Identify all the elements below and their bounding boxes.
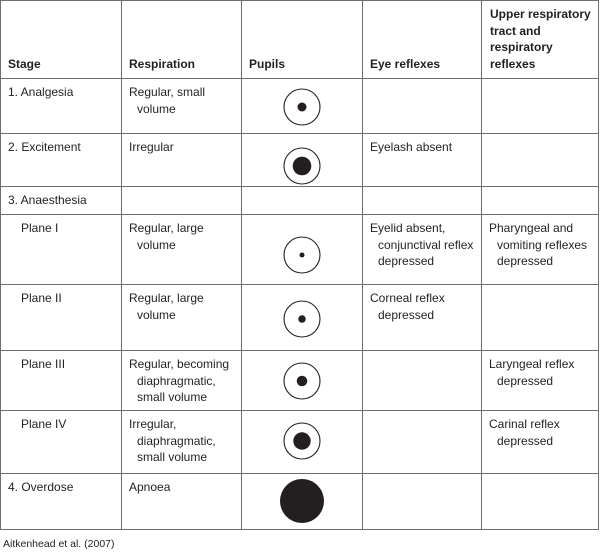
- stage-cell: 3. Anaesthesia: [1, 187, 122, 215]
- upper-respiratory-cell: [482, 285, 599, 351]
- stage-cell: Plane IV: [1, 411, 122, 474]
- pupil-cell: [242, 351, 363, 411]
- eye-reflexes-cell: [363, 351, 482, 411]
- respiration-cell: Regular, large volume: [122, 285, 242, 351]
- stage-cell: 4. Overdose: [1, 474, 122, 530]
- table-row: [1, 351, 599, 411]
- eye-reflexes-cell: [363, 79, 482, 134]
- pupil-icon: [282, 299, 322, 339]
- pupil-cell: [242, 187, 363, 215]
- table-row: [1, 134, 599, 187]
- header-respiration: Respiration: [122, 1, 242, 79]
- pupil-cell: [242, 79, 363, 134]
- upper-respiratory-cell: Carinal reflex depressed: [482, 411, 599, 474]
- pupil-cell: [242, 215, 363, 285]
- eye-reflexes-cell: [363, 474, 482, 530]
- pupil-dot: [280, 479, 324, 523]
- pupil-icon: [282, 361, 322, 401]
- table-row: [1, 215, 599, 285]
- pupil-cell: [242, 134, 363, 187]
- pupil-dot: [298, 103, 307, 112]
- respiration-cell: Regular, becoming diaphragmatic, small volume: [122, 351, 242, 411]
- stage-cell: Plane II: [1, 285, 122, 351]
- pupil-icon: [282, 421, 322, 461]
- pupil-dot: [293, 157, 312, 176]
- stage-cell: Plane III: [1, 351, 122, 411]
- stage-cell: 2. Excitement: [1, 134, 122, 187]
- pupil-cell: [242, 474, 363, 530]
- eye-reflexes-cell: Eyelash absent: [363, 134, 482, 187]
- table-row: [1, 79, 599, 134]
- respiration-cell: Regular, large volume: [122, 215, 242, 285]
- respiration-cell: Irregular, diaphragmatic, small volume: [122, 411, 242, 474]
- upper-respiratory-cell: [482, 79, 599, 134]
- header-row: [1, 1, 599, 79]
- header-upper-respiratory: Upper respiratory tract and respiratory reflexes: [482, 1, 599, 79]
- table-row: [1, 411, 599, 474]
- upper-respiratory-cell: Laryngeal reflex depressed: [482, 351, 599, 411]
- pupil-icon: [279, 478, 325, 524]
- pupil-dot: [293, 432, 310, 449]
- eye-reflexes-cell: Corneal reflex depressed: [363, 285, 482, 351]
- respiration-cell: [122, 187, 242, 215]
- stage-cell: Plane I: [1, 215, 122, 285]
- upper-respiratory-cell: Pharyngeal and vomiting reflexes depressed: [482, 215, 599, 285]
- table-row: [1, 187, 599, 215]
- upper-respiratory-cell: [482, 474, 599, 530]
- pupil-cell: [242, 411, 363, 474]
- header-eye-reflexes: Eye reflexes: [363, 1, 482, 79]
- header-pupils: Pupils: [242, 1, 363, 79]
- respiration-cell: Apnoea: [122, 474, 242, 530]
- table-row: [1, 285, 599, 351]
- header-stage: Stage: [1, 1, 122, 79]
- pupil-icon: [282, 146, 322, 186]
- respiration-cell: Regular, small volume: [122, 79, 242, 134]
- pupil-dot: [298, 315, 306, 323]
- citation: Aitkenhead et al. (2007): [3, 538, 115, 550]
- eye-reflexes-cell: Eyelid absent, conjunctival reflex depressed: [363, 215, 482, 285]
- eye-reflexes-cell: [363, 411, 482, 474]
- pupil-icon: [282, 87, 322, 127]
- pupil-dot: [297, 376, 308, 387]
- respiration-cell: Irregular: [122, 134, 242, 187]
- stage-cell: 1. Analgesia: [1, 79, 122, 134]
- upper-respiratory-cell: [482, 134, 599, 187]
- table-row: [1, 474, 599, 530]
- pupil-dot: [300, 253, 305, 258]
- eye-reflexes-cell: [363, 187, 482, 215]
- pupil-cell: [242, 285, 363, 351]
- pupil-icon: [282, 235, 322, 275]
- upper-respiratory-cell: [482, 187, 599, 215]
